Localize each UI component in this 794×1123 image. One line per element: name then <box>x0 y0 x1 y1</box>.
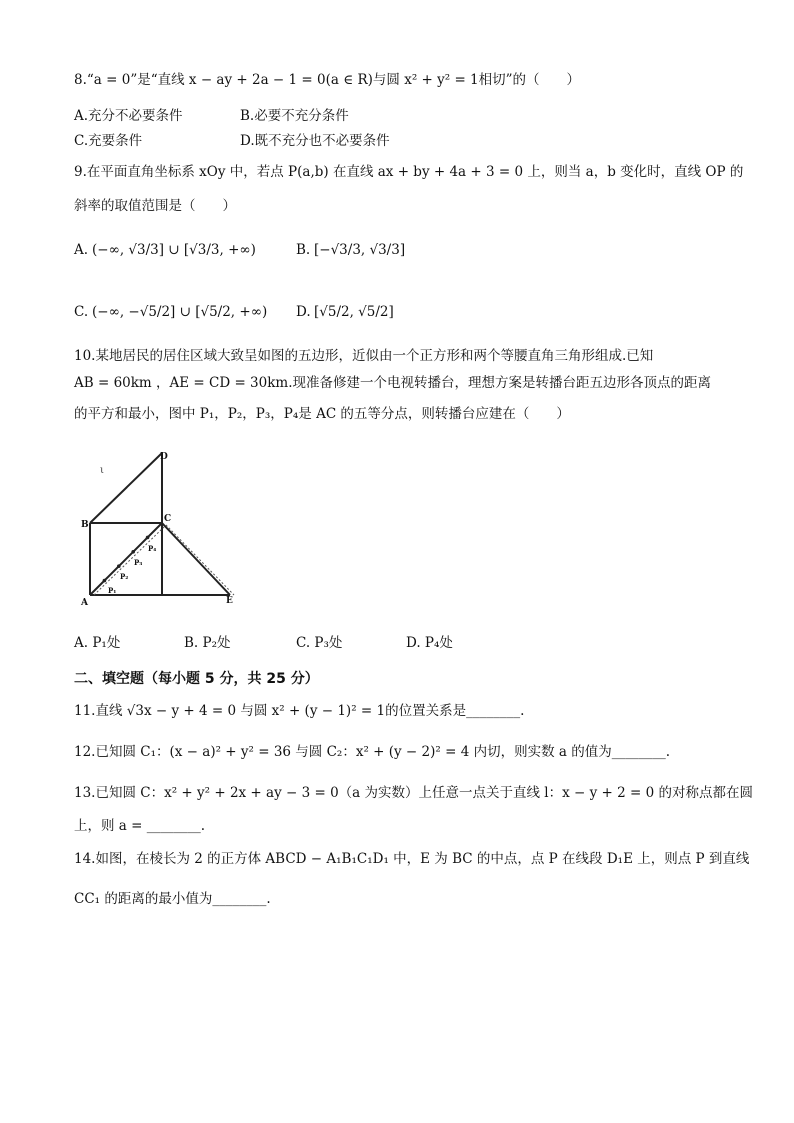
diagonal-AC <box>90 523 162 595</box>
ce-hatch <box>166 525 234 595</box>
point-p4 <box>146 536 150 540</box>
q9-option-c: (−∞, −√5/2] ∪ [√5/2, +∞) <box>92 304 268 320</box>
label-P1: P₁ <box>108 586 117 595</box>
q10-option-d: D. P₄处 <box>406 635 453 651</box>
point-p2 <box>117 564 121 568</box>
label-P2: P₂ <box>120 572 129 581</box>
q13-line1: 13.已知圆 C：x² + y² + 2x + ay − 3 = 0（a 为实数）上任意一点关于直线 l：x − y + 2 = 0 的对称点都在圆 <box>74 785 754 801</box>
edge-BD <box>90 453 162 523</box>
q8-option-a: A.充分不必要条件 <box>74 108 183 124</box>
point-p3 <box>131 550 135 554</box>
label-P3: P₃ <box>134 558 143 567</box>
q9-option-b: [−√3/3, √3/3] <box>314 242 406 258</box>
q14-line2: CC₁ 的距离的最小值为________. <box>74 891 271 907</box>
q9-option-d: [√5/2, √5/2] <box>314 304 394 320</box>
point-p1 <box>103 579 107 583</box>
label-P4: P₄ <box>148 544 157 553</box>
q9-option-c-label: C. <box>74 304 89 320</box>
q14-line1: 14.如图，在棱长为 2 的正方体 ABCD − A₁B₁C₁D₁ 中，E 为 BC 的中点，点 P 在线段 D₁E 上，则点 P 到直线 <box>74 851 750 867</box>
label-B: B <box>81 520 89 530</box>
q8-option-b: B.必要不充分条件 <box>240 108 349 124</box>
q13-line2: 上，则 a = ________. <box>74 818 206 834</box>
figure-mark: ι <box>100 465 104 476</box>
q9-stem-line1: 9.在平面直角坐标系 xOy 中，若点 P(a,b) 在直线 ax + by + 4a + 3 = 0 上，则当 a，b 变化时，直线 OP 的 <box>74 164 744 180</box>
q8-option-c: C.充要条件 <box>74 133 143 149</box>
diagonal-hatch <box>94 527 164 595</box>
q8-option-d: D.既不充分也不必要条件 <box>240 133 390 149</box>
q10-stem-line2: AB = 60km ，AE = CD = 30km.现准备修建一个电视转播台，理想方案是转播台距五边形各顶点的距离 <box>74 375 712 391</box>
q9-stem-line2: 斜率的取值范围是（ ） <box>74 198 236 214</box>
label-A: A <box>81 598 88 608</box>
q10-option-c: C. P₃处 <box>296 635 343 651</box>
q10-option-a: A. P₁处 <box>74 635 121 651</box>
q9-option-b-label: B. <box>296 242 311 258</box>
q9-option-a-label: A. <box>74 242 89 258</box>
q9-option-d-label: D. <box>296 304 311 320</box>
q10-stem-line3: 的平方和最小，图中 P₁，P₂，P₃，P₄是 AC 的五等分点，则转播台应建在（ ） <box>74 406 570 422</box>
q8-stem: 8.“a = 0”是“直线 x − ay + 2a − 1 = 0(a ∈ R)与圆 x² + y² = 1相切”的（ ） <box>74 72 581 88</box>
q9-option-a: (−∞, √3/3] ∪ [√3/3, +∞) <box>92 242 256 258</box>
label-C: C <box>164 514 172 524</box>
label-D: D <box>160 452 168 462</box>
section-title: 二、填空题（每小题 5 分，共 25 分） <box>74 671 319 687</box>
q11: 11.直线 √3x − y + 4 = 0 与圆 x² + (y − 1)² = 1的位置关系是________. <box>74 703 525 719</box>
pentagon-figure <box>80 445 250 610</box>
label-E: E <box>226 596 233 606</box>
edge-CE <box>162 523 230 595</box>
q10-option-b: B. P₂处 <box>184 635 231 651</box>
q10-stem-line1: 10.某地居民的居住区域大致呈如图的五边形，近似由一个正方形和两个等腰直角三角形组成.已知 <box>74 348 654 364</box>
q12: 12.已知圆 C₁：(x − a)² + y² = 36 与圆 C₂：x² + (y − 2)² = 4 内切，则实数 a 的值为________. <box>74 744 671 760</box>
